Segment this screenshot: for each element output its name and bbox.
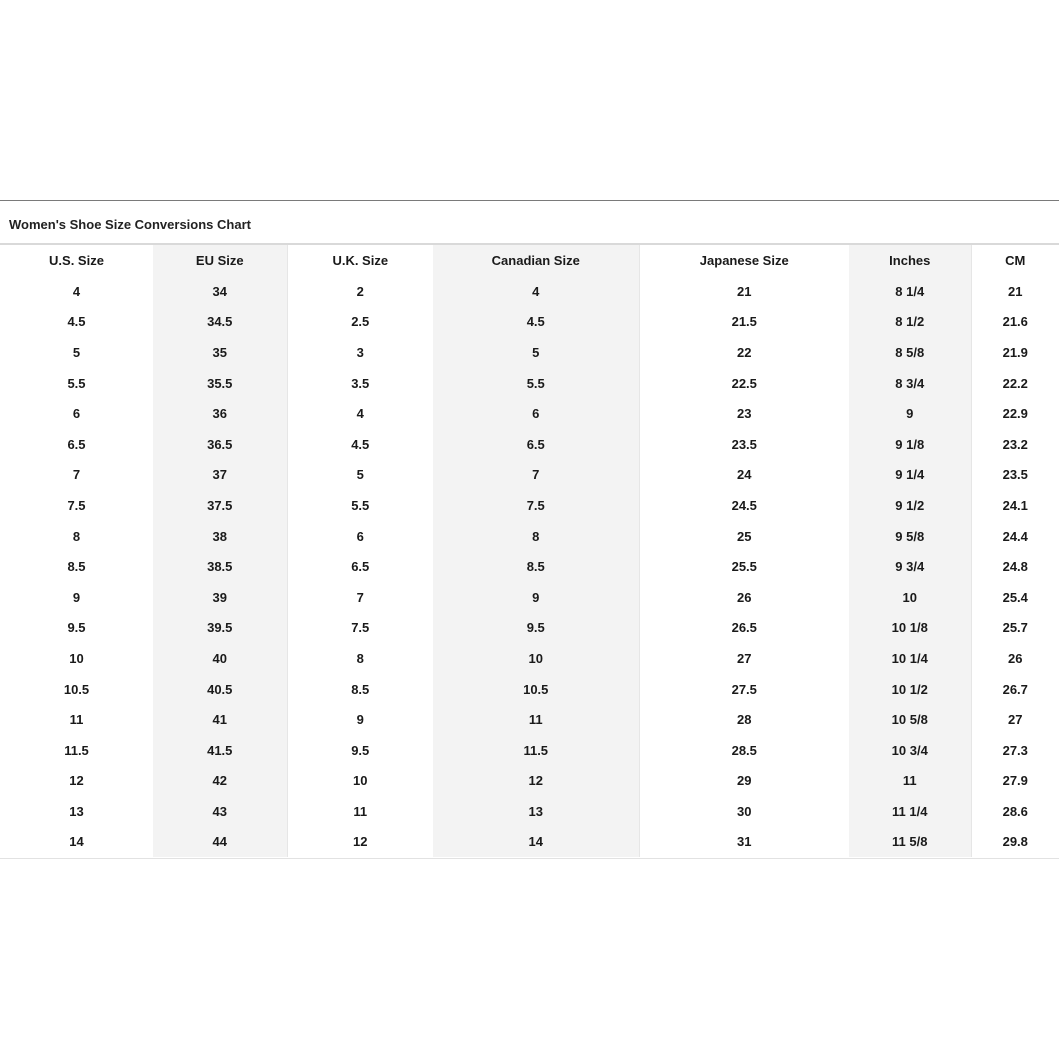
cell-eu-size: 43 [153,796,287,827]
cell-canadian-size: 6 [433,398,639,429]
cell-cm: 25.7 [1002,620,1028,636]
cell-inches: 9 5/8 [849,521,971,552]
table-row [0,368,1059,399]
cell-inches: 10 1/2 [849,674,971,705]
cell-uk-size: 5.5 [351,497,370,513]
cell-us-size: 11.5 [64,742,89,758]
cell-canadian-size: 11.5 [433,735,639,766]
cell-cm: 24.1 [1002,497,1028,513]
table-row [0,704,1059,735]
cell-eu-size: 42 [153,766,287,797]
header-uk-size: U.K. Size [332,253,389,268]
cell-us-size: 8.5 [67,559,86,575]
cell-canadian-size: 10.5 [433,674,639,705]
cell-inches: 10 1/4 [849,643,971,674]
cell-canadian-size: 12 [433,766,639,797]
table-row [0,766,1059,797]
header-japanese-size: Japanese Size [699,253,789,268]
cell-us-size: 13 [69,803,84,819]
cell-uk-size: 8 [356,650,364,666]
table-row [0,429,1059,460]
cell-uk-size: 8.5 [351,681,370,697]
cell-uk-size: 11 [353,803,368,819]
table-row [0,276,1059,307]
cell-us-size: 8 [72,528,81,544]
cell-inches: 8 1/4 [849,276,971,307]
cell-inches: 8 1/2 [849,307,971,338]
cell-eu-size: 37 [153,460,287,491]
cell-uk-size: 7 [356,589,364,605]
cell-us-size: 6 [72,406,81,422]
cell-inches: 10 1/8 [849,613,971,644]
cell-cm: 23.2 [1002,436,1028,452]
cell-inches: 8 5/8 [849,337,971,368]
table-row [0,307,1059,338]
cell-inches: 10 5/8 [849,704,971,735]
cell-us-size: 4 [72,283,81,299]
chart-title: Women's Shoe Size Conversions Chart [9,217,251,232]
cell-inches: 10 3/4 [849,735,971,766]
cell-japanese-size: 24.5 [731,497,757,513]
cell-cm: 24.4 [1002,528,1028,544]
cell-japanese-size: 28 [737,712,752,728]
cell-japanese-size: 23 [737,406,752,422]
cell-canadian-size: 7.5 [433,490,639,521]
cell-uk-size: 9 [356,712,364,728]
table-row [0,398,1059,429]
cell-japanese-size: 21.5 [731,314,757,330]
cell-uk-size: 12 [353,834,368,850]
table-row [0,337,1059,368]
cell-cm: 27.9 [1002,773,1028,789]
cell-eu-size: 38 [153,521,287,552]
cell-uk-size: 4.5 [351,436,370,452]
cell-us-size: 14 [69,834,84,850]
cell-uk-size: 10 [353,773,368,789]
table-row [0,674,1059,705]
cell-inches: 9 1/2 [849,490,971,521]
cell-uk-size: 4 [356,406,364,422]
table-row [0,521,1059,552]
cell-japanese-size: 23.5 [731,436,757,452]
cell-japanese-size: 27 [737,650,752,666]
cell-inches: 9 3/4 [849,551,971,582]
cell-japanese-size: 28.5 [731,742,757,758]
cell-eu-size: 39.5 [153,613,287,644]
cell-canadian-size: 11 [433,704,639,735]
cell-japanese-size: 29 [737,773,752,789]
cell-uk-size: 7.5 [351,620,370,636]
cell-eu-size: 38.5 [153,551,287,582]
cell-cm: 26 [1008,650,1023,666]
cell-us-size: 5.5 [67,375,86,391]
cell-us-size: 9.5 [67,620,86,636]
cell-cm: 29.8 [1002,834,1028,850]
cell-eu-size: 34 [153,276,287,307]
cell-cm: 23.5 [1002,467,1028,483]
header-cm: CM [1005,253,1026,268]
cell-cm: 25.4 [1002,589,1028,605]
cell-eu-size: 41 [153,704,287,735]
cell-eu-size: 39 [153,582,287,613]
cell-canadian-size: 6.5 [433,429,639,460]
cell-uk-size: 3 [356,344,364,360]
cell-us-size: 4.5 [67,314,86,330]
cell-inches: 11 1/4 [849,796,971,827]
cell-eu-size: 35.5 [153,368,287,399]
cell-us-size: 7.5 [67,497,86,513]
cell-eu-size: 36.5 [153,429,287,460]
cell-canadian-size: 9 [433,582,639,613]
table-row [0,827,1059,858]
header-eu-size: EU Size [153,245,287,276]
cell-us-size: 10.5 [63,681,90,697]
cell-uk-size: 6 [356,528,364,544]
cell-uk-size: 5 [356,467,364,483]
cell-canadian-size: 8.5 [433,551,639,582]
cell-uk-size: 3.5 [351,375,370,391]
table-row [0,582,1059,613]
cell-inches: 11 [849,766,971,797]
cell-japanese-size: 21 [737,283,752,299]
table-row [0,796,1059,827]
table-row [0,551,1059,582]
cell-inches: 11 5/8 [849,827,971,858]
cell-uk-size: 2 [356,283,364,299]
cell-eu-size: 44 [153,827,287,858]
cell-cm: 21.6 [1002,314,1028,330]
cell-us-size: 9 [72,589,81,605]
header-us-size: U.S. Size [49,253,104,268]
cell-us-size: 10 [69,650,84,666]
table-row [0,460,1059,491]
cell-cm: 27.3 [1002,742,1028,758]
cell-uk-size: 6.5 [351,559,370,575]
table-body [0,276,1059,857]
cell-eu-size: 34.5 [153,307,287,338]
cell-inches: 10 [849,582,971,613]
cell-cm: 21.9 [1002,344,1028,360]
cell-canadian-size: 8 [433,521,639,552]
cell-eu-size: 41.5 [153,735,287,766]
cell-inches: 9 1/8 [849,429,971,460]
cell-canadian-size: 9.5 [433,613,639,644]
cell-inches: 9 1/4 [849,460,971,491]
header-canadian-size: Canadian Size [433,245,639,276]
cell-japanese-size: 25.5 [731,559,757,575]
cell-eu-size: 35 [153,337,287,368]
cell-cm: 22.9 [1002,406,1028,422]
cell-uk-size: 2.5 [351,314,370,330]
cell-japanese-size: 31 [737,834,752,850]
cell-canadian-size: 13 [433,796,639,827]
cell-cm: 24.8 [1002,559,1028,575]
cell-inches: 8 3/4 [849,368,971,399]
cell-inches: 9 [849,398,971,429]
cell-us-size: 11 [69,712,84,728]
cell-us-size: 6.5 [67,436,86,452]
cell-canadian-size: 7 [433,460,639,491]
cell-japanese-size: 26 [737,589,752,605]
cell-cm: 26.7 [1002,681,1028,697]
top-divider [0,200,1059,201]
cell-us-size: 7 [72,467,81,483]
cell-canadian-size: 4.5 [433,307,639,338]
table-row [0,490,1059,521]
cell-canadian-size: 5 [433,337,639,368]
table-row [0,735,1059,766]
cell-cm: 28.6 [1002,803,1028,819]
cell-canadian-size: 4 [433,276,639,307]
table-row [0,613,1059,644]
cell-eu-size: 37.5 [153,490,287,521]
cell-japanese-size: 25 [737,528,752,544]
cell-canadian-size: 5.5 [433,368,639,399]
cell-japanese-size: 22 [737,344,752,360]
cell-japanese-size: 26.5 [731,620,757,636]
cell-uk-size: 9.5 [351,742,370,758]
bottom-divider [0,858,1059,859]
cell-cm: 22.2 [1002,375,1028,391]
cell-us-size: 12 [69,773,84,789]
cell-japanese-size: 27.5 [731,681,757,697]
cell-cm: 21 [1008,283,1023,299]
cell-eu-size: 40.5 [153,674,287,705]
cell-us-size: 5 [72,344,81,360]
cell-cm: 27 [1008,712,1023,728]
size-conversion-table [0,245,1059,857]
cell-eu-size: 36 [153,398,287,429]
cell-japanese-size: 22.5 [731,375,757,391]
cell-canadian-size: 14 [433,827,639,858]
cell-japanese-size: 30 [737,803,752,819]
header-inches: Inches [849,245,971,276]
header-row [0,245,1059,276]
cell-canadian-size: 10 [433,643,639,674]
cell-eu-size: 40 [153,643,287,674]
table-row [0,643,1059,674]
cell-japanese-size: 24 [737,467,752,483]
